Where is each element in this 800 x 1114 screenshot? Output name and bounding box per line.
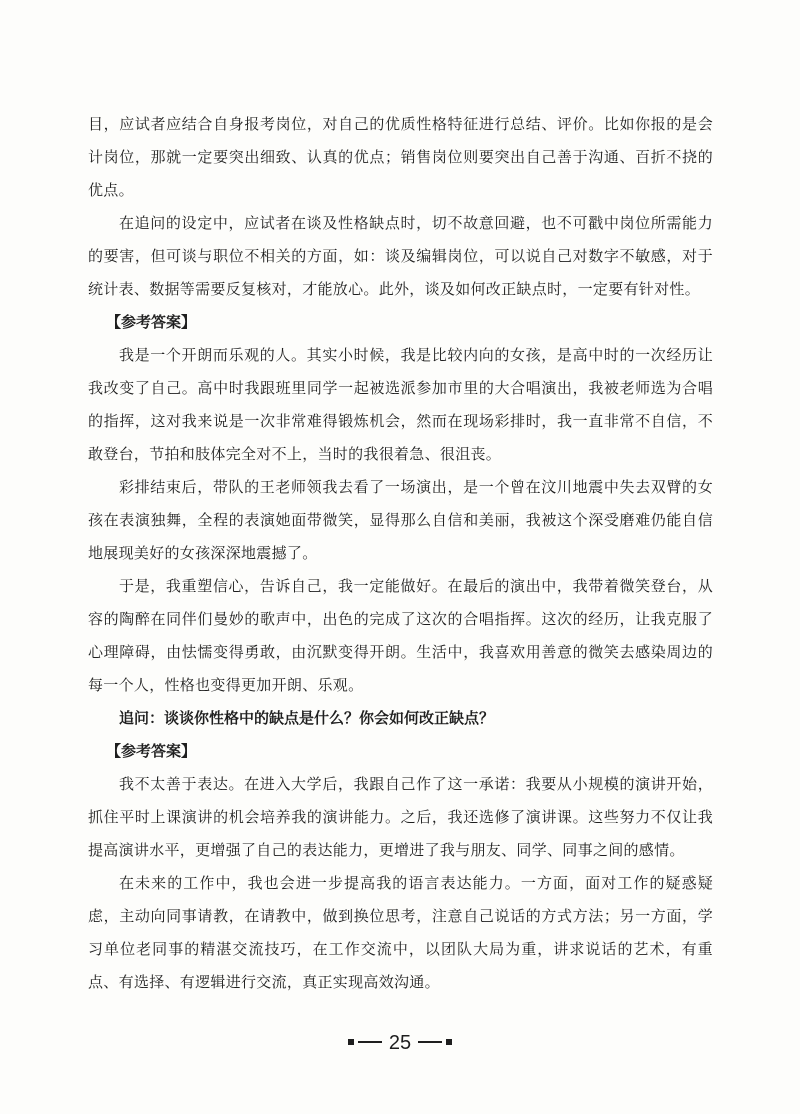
answer-paragraph: 于是，我重塑信心，告诉自己，我一定能做好。在最后的演出中，我带着微笑登台，从容的陶醉在同伴们曼妙的歌声中，出色的完成了这次的合唱指挥。这次的经历，让我克服了心理障碍，由怯懦变得勇敢，由沉默变得开朗。生活中，我喜欢用善意的微笑去感染周边的每一个人，性格也变得更加开朗、乐观。 [88,577,713,694]
follow-up-question: 追问：谈谈你性格中的缺点是什么？你会如何改正缺点？ [119,709,495,727]
page-number: 25 [388,1032,412,1054]
answer-paragraph: 在未来的工作中，我也会进一步提高我的语言表达能力。一方面，面对工作的疑惑疑虑，主动向同事请教，在请教中，做到换位思考，注意自己说话的方式方法；另一方面，学习单位老同事的精湛交流技巧，在工作交流中，以团队大局为重，讲求说话的艺术，有重点、有选择、有逻辑进行交流，真正实现高效沟通。 [88,874,713,991]
reference-answer-header: 【参考答案】 [106,742,197,760]
answer-paragraph: 彩排结束后，带队的王老师领我去看了一场演出，是一个曾在汶川地震中失去双臂的女孩在表演独舞，全程的表演她面带微笑，显得那么自信和美丽，我被这个深受磨难仍能自信地展现美好的女孩深深地震撼了。 [88,478,713,562]
dash-rule [358,1041,382,1043]
reference-answer-header: 【参考答案】 [106,313,197,331]
paragraph-follow-up-advice: 在追问的设定中，应试者在谈及性格缺点时，切不故意回避，也不可戳中岗位所需能力的要害，但可谈与职位不相关的方面，如：谈及编辑岗位，可以说自己对数字不敏感，对于统计表、数据等需要反复核对，才能放心。此外，谈及如何改正缺点时，一定要有针对性。 [88,214,713,298]
answer-paragraph: 我是一个开朗而乐观的人。其实小时候，我是比较内向的女孩，是高中时的一次经历让我改变了自己。高中时我跟班里同学一起被选派参加市里的大合唱演出，我被老师选为合唱的指挥，这对我来说是一次非常难得锻炼机会，然而在现场彩排时，我一直非常不自信，不敢登台，节拍和肢体完全对不上，当时的我很着急、很沮丧。 [88,346,713,463]
page-footer [0,1032,800,1055]
paragraph-continuation: 目，应试者应结合自身报考岗位，对自己的优质性格特征进行总结、评价。比如你报的是会计岗位，那就一定要突出细致、认真的优点；销售岗位则要突出自己善于沟通、百折不挠的优点。 [88,115,713,199]
page-body [88,108,713,999]
square-bullet-icon [348,1039,354,1045]
dash-rule [418,1041,442,1043]
square-bullet-icon [446,1039,452,1045]
answer-paragraph: 我不太善于表达。在进入大学后，我跟自己作了这一承诺：我要从小规模的演讲开始，抓住平时上课演讲的机会培养我的演讲能力。之后，我还选修了演讲课。这些努力不仅让我提高演讲水平，更增强了自己的表达能力，更增进了我与朋友、同学、同事之间的感情。 [88,775,713,859]
